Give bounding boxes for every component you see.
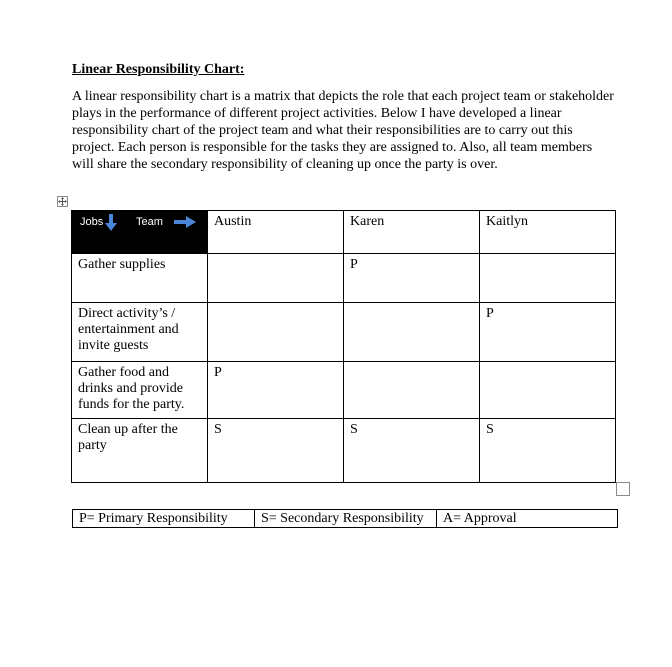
jobs-label: Jobs <box>80 216 104 228</box>
legend-table <box>72 509 618 528</box>
team-member-header: Kaitlyn <box>480 211 616 254</box>
table-row <box>72 419 616 483</box>
table-move-handle-icon[interactable] <box>57 196 68 207</box>
job-cell: Gather food and drinks and provide funds for the party. <box>72 362 208 419</box>
legend-item: P= Primary Responsibility <box>73 510 255 528</box>
table-row <box>72 254 616 303</box>
corner-cell <box>72 211 208 254</box>
responsibility-cell <box>208 303 344 362</box>
team-label: Team <box>136 216 163 228</box>
responsibility-cell <box>480 254 616 303</box>
legend-item: S= Secondary Responsibility <box>255 510 437 528</box>
job-cell: Clean up after the party <box>72 419 208 483</box>
header-row <box>72 211 616 254</box>
job-cell: Direct activity’s / entertainment and invite guests <box>72 303 208 362</box>
responsibility-matrix <box>71 210 616 483</box>
responsibility-cell: S <box>344 419 480 483</box>
arrow-down-icon <box>105 214 117 232</box>
arrow-right-icon <box>174 216 196 228</box>
team-member-header: Austin <box>208 211 344 254</box>
legend-item: A= Approval <box>437 510 618 528</box>
responsibility-cell: P <box>344 254 480 303</box>
table-row <box>72 303 616 362</box>
responsibility-cell: P <box>208 362 344 419</box>
table-resize-handle-icon[interactable] <box>616 482 630 496</box>
table-row <box>72 362 616 419</box>
responsibility-cell: S <box>208 419 344 483</box>
responsibility-cell: P <box>480 303 616 362</box>
team-member-header: Karen <box>344 211 480 254</box>
responsibility-cell <box>480 362 616 419</box>
responsibility-cell: S <box>480 419 616 483</box>
job-cell: Gather supplies <box>72 254 208 303</box>
responsibility-cell <box>344 362 480 419</box>
description-paragraph: A linear responsibility chart is a matrix that depicts the role that each project team or stakeholder plays in the performance of different project activities. Below I have developed a linear responsibility chart of the project team and what their responsibilities are to carry out this project. Each person is responsible for the tasks they are assigned to. Also, all team members will share the secondary responsibility of cleaning up once the party is over. <box>72 89 614 172</box>
chart-heading: Linear Responsibility Chart: <box>72 62 245 77</box>
responsibility-cell <box>208 254 344 303</box>
responsibility-cell <box>344 303 480 362</box>
